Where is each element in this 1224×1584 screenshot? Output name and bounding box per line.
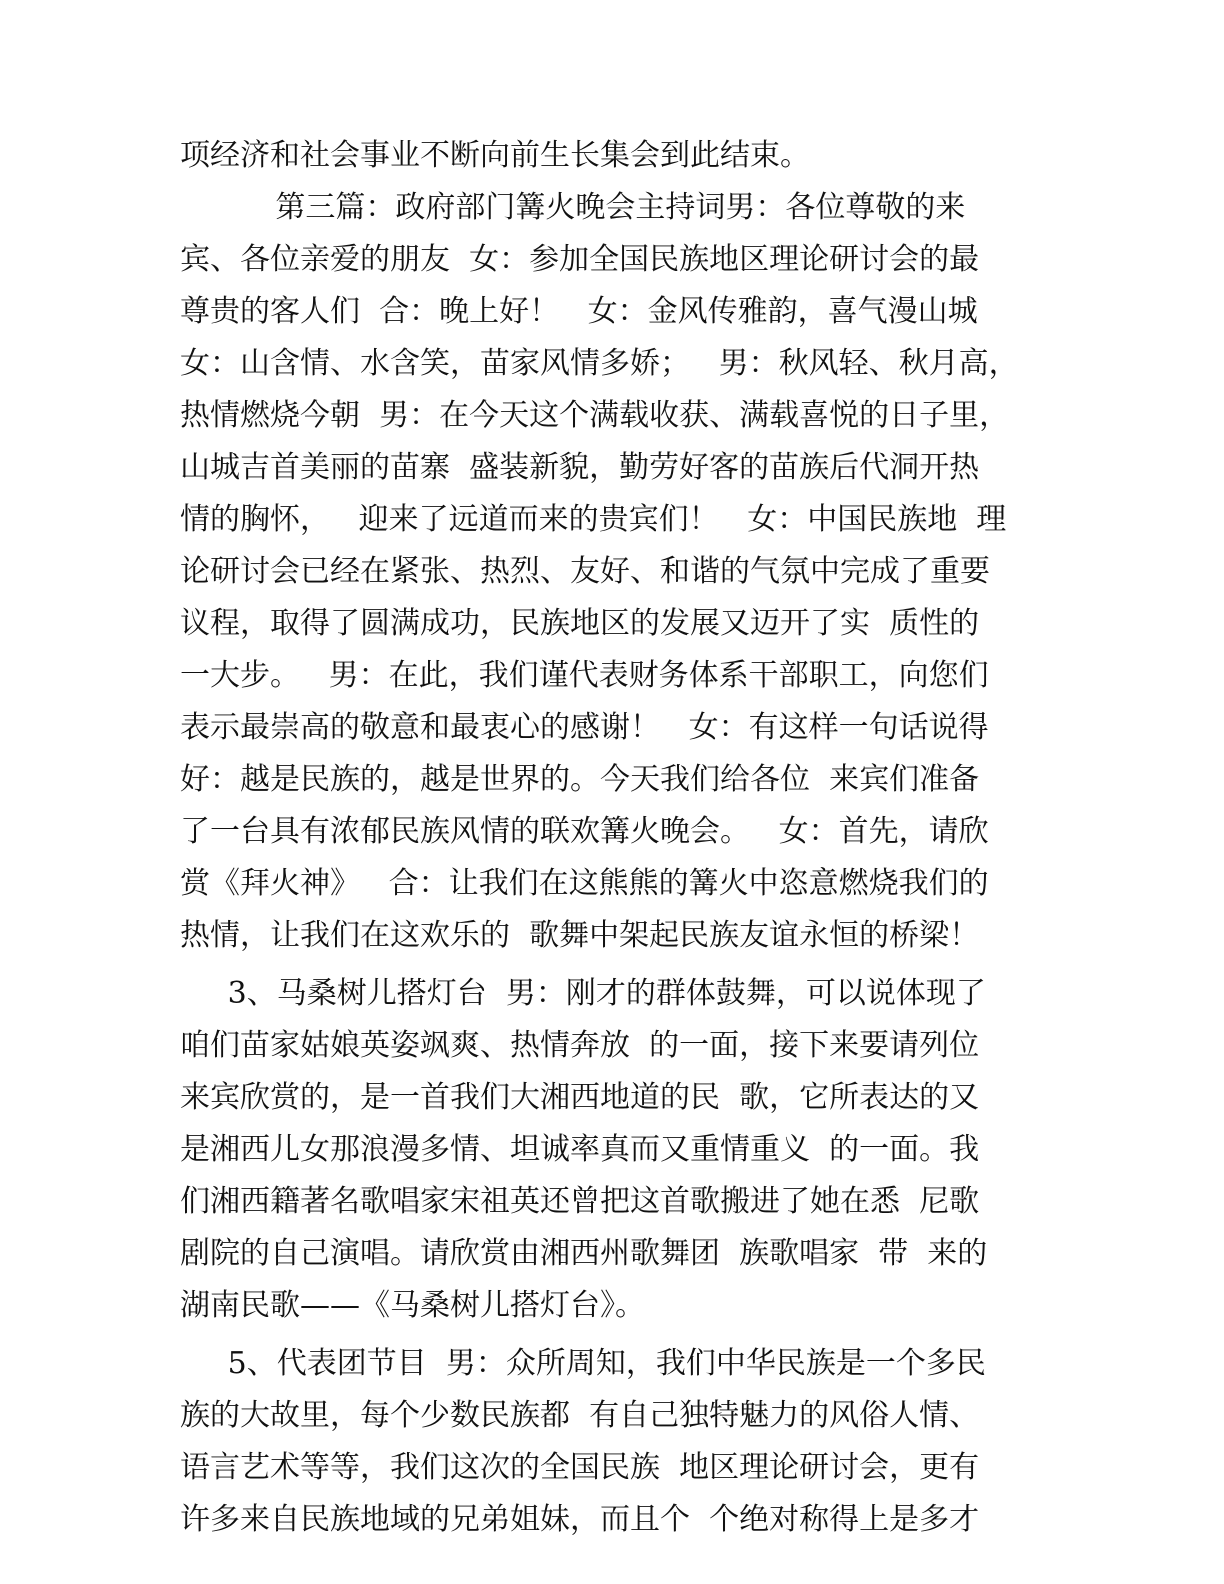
text-line: 热情，让我们在这欢乐的 歌舞中架起民族友谊永恒的桥梁！ xyxy=(180,918,980,953)
text-line: 情的胸怀， 迎来了远道而来的贵宾们！ 女：中国民族地 理 xyxy=(180,502,1007,537)
text-line: 咱们苗家姑娘英姿飒爽、热情奔放 的一面，接下来要请列位 xyxy=(180,1028,980,1063)
body-text xyxy=(180,130,1060,1546)
text-line: 许多来自民族地域的兄弟姐妹，而且个 个绝对称得上是多才 xyxy=(180,1502,980,1537)
text-line: 们湘西籍著名歌唱家宋祖英还曾把这首歌搬进了她在悉 尼歌 xyxy=(180,1184,980,1219)
text-line: 热情燃烧今朝 男：在今天这个满载收获、满载喜悦的日子里， xyxy=(180,398,1010,433)
text-line: 赏《拜火神》 合：让我们在这熊熊的篝火中恣意燃烧我们的 xyxy=(180,866,989,901)
text-line: 3、马桑树儿搭灯台 男：刚才的群体鼓舞，可以说体现了 xyxy=(180,976,986,1011)
text-line: 一大步。 男：在此，我们谨代表财务体系干部职工，向您们 xyxy=(180,658,989,693)
text-line: 来宾欣赏的，是一首我们大湘西地道的民 歌，它所表达的又 xyxy=(180,1080,980,1115)
text-line: 尊贵的客人们 合：晚上好！ 女：金风传雅韵，喜气漫山城 xyxy=(180,294,978,329)
text-line: 5、代表团节目 男：众所周知，我们中华民族是一个多民 xyxy=(180,1346,986,1381)
text-line: 论研讨会已经在紧张、热烈、友好、和谐的气氛中完成了重要 xyxy=(180,554,990,589)
text-line: 议程，取得了圆满成功，民族地区的发展又迈开了实 质性的 xyxy=(180,606,980,641)
text-line: 宾、各位亲爱的朋友 女：参加全国民族地区理论研讨会的最 xyxy=(180,242,980,277)
text-line: 语言艺术等等，我们这次的全国民族 地区理论研讨会，更有 xyxy=(180,1450,980,1485)
text-line: 表示最崇高的敬意和最衷心的感谢！ 女：有这样一句话说得 xyxy=(180,710,989,745)
text-line: 项经济和社会事业不断向前生长集会到此结束。 xyxy=(180,138,810,173)
text-line: 族的大故里，每个少数民族都 有自己独特魅力的风俗人情、 xyxy=(180,1398,980,1433)
text-line: 第三篇：政府部门篝火晚会主持词男：各位尊敬的来 xyxy=(180,190,966,225)
text-line: 女：山含情、水含笑，苗家风情多娇； 男：秋风轻、秋月高， xyxy=(180,346,1019,381)
text-line: 了一台具有浓郁民族风情的联欢篝火晚会。 女：首先，请欣 xyxy=(180,814,989,849)
text-line: 是湘西儿女那浪漫多情、坦诚率真而又重情重义 的一面。我 xyxy=(180,1132,980,1167)
text-line: 山城吉首美丽的苗寨 盛装新貌，勤劳好客的苗族后代洞开热 xyxy=(180,450,980,485)
text-line: 好：越是民族的，越是世界的。今天我们给各位 来宾们准备 xyxy=(180,762,980,797)
text-line: 剧院的自己演唱。请欣赏由湘西州歌舞团 族歌唱家 带 来的 xyxy=(180,1236,988,1271)
text-line: 湖南民歌——《马桑树儿搭灯台》。 xyxy=(180,1288,645,1323)
